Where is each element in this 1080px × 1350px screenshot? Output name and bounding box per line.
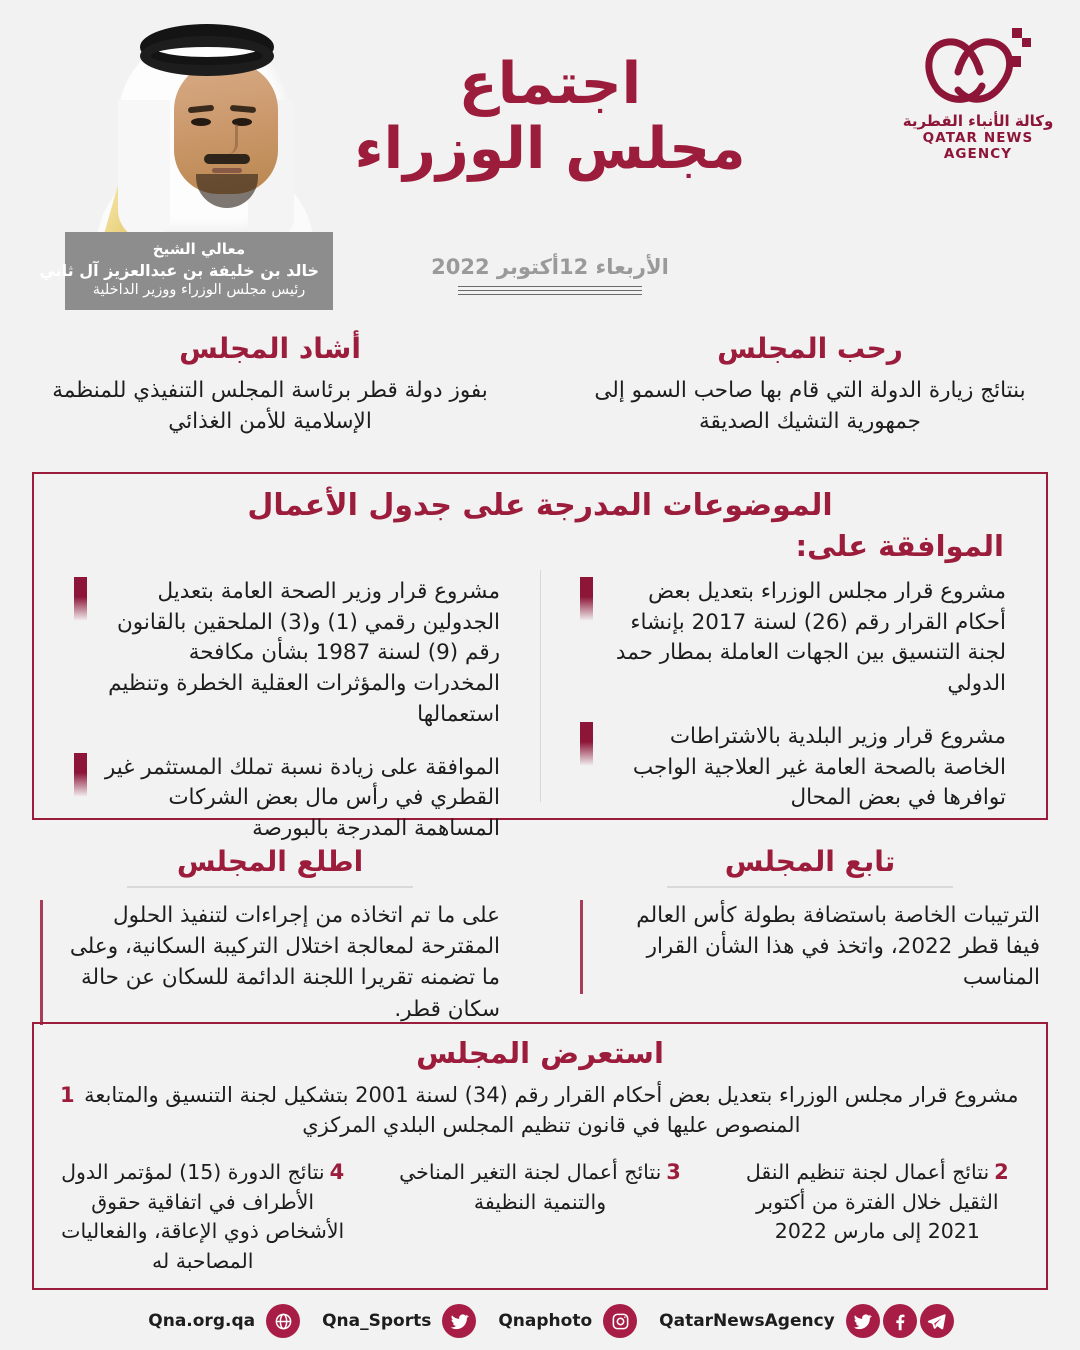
review-item-4-number: 4 xyxy=(329,1159,345,1184)
social-label-website[interactable]: Qna.org.qa xyxy=(148,1311,256,1331)
section-ashad xyxy=(0,332,540,437)
agenda-divider xyxy=(540,570,541,802)
social-group-qnaphoto xyxy=(498,1304,637,1338)
portrait-photo xyxy=(78,10,328,250)
agenda-item-text: مشروع قرار وزير البلدية بالاشتراطات الخاصة بالصحة العامة غير العلاجية الواجب توافرها في بعض المحال xyxy=(632,723,1006,811)
section-ittalaa-body-row xyxy=(40,900,500,1025)
qna-logo xyxy=(898,24,1058,162)
portrait-mouth xyxy=(212,168,242,173)
section-ittalaa-body: على ما تم اتخاذه من إجراءات لتنفيذ الحلول المقترحة لمعالجة اختلال التركيبة السكانية، وعلى ما تضمنه تقريرا اللجنة الدائمة للسكان عن حالة سكان قطر. xyxy=(69,903,500,1022)
section-rahab-body: بنتائج زيارة الدولة التي قام بها صاحب السمو إلى جمهورية التشيك الصديقة xyxy=(594,378,1026,435)
social-label-qnaphoto[interactable]: Qnaphoto xyxy=(498,1311,593,1331)
portrait-moustache xyxy=(204,154,250,164)
section-ashad-heading: أشاد المجلس xyxy=(179,332,361,365)
page-title-line2: مجلس الوزراء xyxy=(354,115,746,182)
portrait-ghutra-left xyxy=(118,100,170,240)
section-tabaa-heading: تابع المجلس xyxy=(724,845,896,878)
mid-sections xyxy=(0,845,1080,1025)
agenda-title: الموضوعات المدرجة على جدول الأعمال xyxy=(247,488,833,523)
accent-bar-icon xyxy=(580,900,583,994)
qna-logo-mark xyxy=(918,24,1038,110)
telegram-icon[interactable] xyxy=(920,1304,954,1338)
agenda-item-text: مشروع قرار وزير الصحة العامة بتعديل الجدولين رقمي (1) و(3) الملحقين بالقانون رقم (9) لسنة 1987 بشأن مكافحة المخدرات والمؤثرات العقلية الخطرة وتنظيم استعمالها xyxy=(108,579,500,727)
section-rahab xyxy=(540,332,1080,437)
twitter-icon[interactable] xyxy=(442,1304,476,1338)
date-block xyxy=(320,255,780,298)
section-tabaa xyxy=(540,845,1080,1025)
agenda-subtitle: الموافقة على: xyxy=(795,529,1004,563)
review-item-2-number: 2 xyxy=(994,1159,1009,1184)
review-item-3 xyxy=(371,1157,708,1277)
caption-title: معالي الشيخ xyxy=(152,240,246,258)
section-tabaa-body: الترتيبات الخاصة باستضافة بطولة كأس العالم فيفا قطر 2022، واتخذ في هذا الشأن القرار المناسب xyxy=(636,903,1040,991)
page-title xyxy=(320,52,780,182)
review-item-4 xyxy=(34,1157,371,1277)
review-item-4-text: نتائج الدورة (15) لمؤتمر الدول الأطراف في اتفاقية حقوق الأشخاص ذوي الإعاقة، والفعاليات المصاحبة له xyxy=(61,1159,345,1274)
review-item-3-number: 3 xyxy=(666,1159,681,1184)
agenda-bullet-icon xyxy=(580,722,593,766)
section-ittalaa-rule xyxy=(127,886,412,888)
portrait-caption xyxy=(39,232,333,310)
review-grid xyxy=(34,1157,1046,1277)
agenda-item-text: مشروع قرار مجلس الوزراء بتعديل بعض أحكام القرار رقم (26) لسنة 2017 بإنشاء لجنة التنسيق بين الجهات العاملة بمطار حمد الدولي xyxy=(615,579,1006,697)
date-text: الأربعاء 12أكتوبر 2022 xyxy=(431,255,669,279)
agenda-item xyxy=(580,577,1006,700)
section-tabaa-body-row xyxy=(580,900,1040,994)
facebook-icon[interactable] xyxy=(883,1304,917,1338)
section-rahab-heading: رحب المجلس xyxy=(717,332,903,365)
review-title: استعرض المجلس xyxy=(416,1036,664,1070)
qna-logo-arabic: وكالة الأنباء القطرية xyxy=(902,112,1054,130)
agenda-bullet-icon xyxy=(74,753,87,797)
agenda-item-text: الموافقة على زيادة نسبة تملك المستثمر غير القطري في رأس مال بعض الشركات المساهمة المدرجة بالبورصة xyxy=(104,754,500,842)
social-label-qnasports[interactable]: Qna_Sports xyxy=(322,1311,432,1331)
portrait-agal-inner xyxy=(140,36,274,76)
date-rules xyxy=(458,286,642,295)
social-label-qatarnewsagency[interactable]: QatarNewsAgency xyxy=(659,1311,835,1331)
agenda-bullet-icon xyxy=(580,577,593,621)
portrait-nose xyxy=(219,124,238,154)
social-group-qnasports xyxy=(322,1304,476,1338)
review-item-1-number: 1 xyxy=(60,1083,75,1107)
agenda-bullet-icon xyxy=(74,577,87,621)
accent-bar-icon xyxy=(40,900,43,1025)
section-tabaa-rule xyxy=(667,886,952,888)
review-item-2 xyxy=(709,1157,1046,1277)
section-ashad-body: بفوز دولة قطر برئاسة المجلس التنفيذي للمنظمة الإسلامية للأمن الغذائي xyxy=(52,378,488,435)
review-item-1 xyxy=(60,1080,1020,1141)
instagram-icon[interactable] xyxy=(603,1304,637,1338)
section-ittalaa-heading: اطلع المجلس xyxy=(176,845,364,878)
agenda-item xyxy=(580,722,1006,814)
globe-icon[interactable] xyxy=(266,1304,300,1338)
review-item-3-text: نتائج أعمال لجنة التغير المناخي والتنمية النظيفة xyxy=(399,1159,662,1214)
agenda-left-column xyxy=(34,577,540,867)
agenda-right-column xyxy=(540,577,1046,867)
agenda-box xyxy=(32,472,1048,842)
section-ittalaa xyxy=(0,845,540,1025)
caption-role: رئيس مجلس الوزراء ووزير الداخلية xyxy=(92,281,306,298)
agenda-item xyxy=(74,753,500,845)
review-item-2-text: نتائج أعمال لجنة تنظيم النقل الثقيل خلال الفترة من أكتوبر 2021 إلى مارس 2022 xyxy=(745,1159,999,1244)
caption-name: خالد بن خليفة بن عبدالعزيز آل ثاني xyxy=(39,260,319,280)
header xyxy=(0,0,1080,320)
page-title-line1: اجتماع xyxy=(458,51,642,117)
review-box xyxy=(32,1022,1048,1290)
twitter-icon[interactable] xyxy=(846,1304,880,1338)
qna-logo-english: QATAR NEWS AGENCY xyxy=(922,130,1034,162)
portrait-face xyxy=(174,62,278,194)
portrait-brow-right xyxy=(230,105,256,113)
review-item-1-text: مشروع قرار مجلس الوزراء بتعديل بعض أحكام القرار رقم (34) لسنة 2001 بتشكيل لجنة التنسيق والمتابعة المنصوص عليها في قانون تنظيم المجلس البلدي المركزي xyxy=(84,1083,1019,1138)
portrait-eye-left xyxy=(191,118,211,126)
social-group-qatarnewsagency xyxy=(659,1304,954,1338)
portrait-brow-left xyxy=(188,105,214,114)
top-sections xyxy=(0,332,1080,437)
footer-social-bar xyxy=(0,1304,1080,1338)
social-group-website xyxy=(148,1304,300,1338)
agenda-item xyxy=(74,577,500,731)
